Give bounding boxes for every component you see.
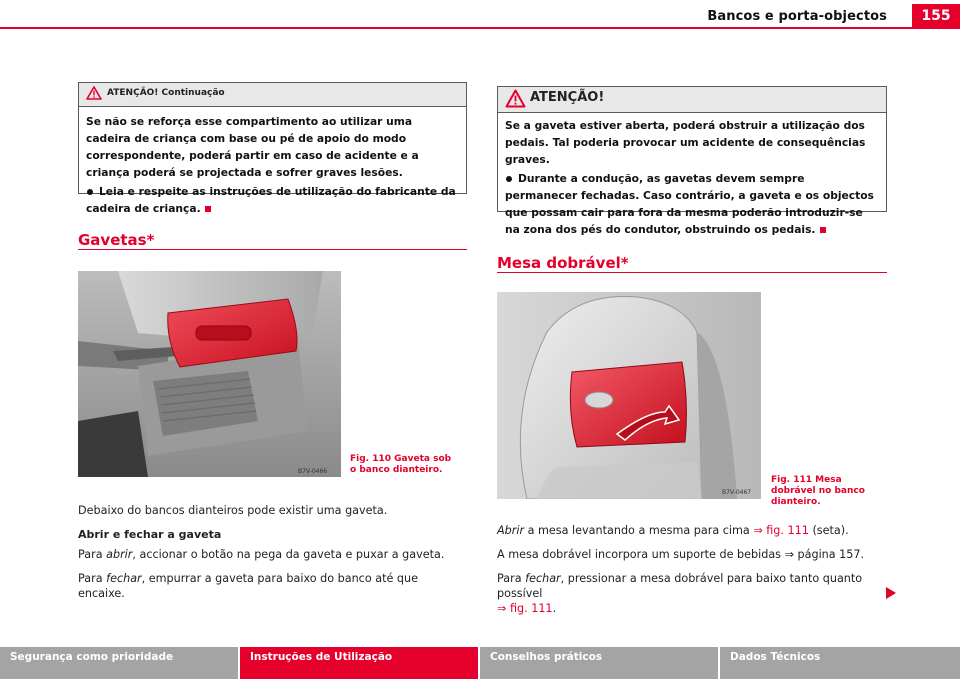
text-fragment: , accionar o botão na pega da gaveta e puxar a gaveta. [132,548,445,561]
tab-label: Segurança como prioridade [10,651,174,663]
open-table-text [497,523,887,538]
subheading-open-close: Abrir e fechar a gaveta [78,528,222,541]
warning-body [79,107,466,223]
end-mark-icon [820,227,826,233]
text-fragment: A mesa dobrável incorpora um suporte de bebidas [497,548,785,561]
warning-bullet [505,170,878,238]
folding-table-illustration [497,292,761,499]
warning-bullet-text: Leia e respeite as instruções de utilização do fabricante da cadeira de criança. [86,185,456,215]
figure-link[interactable]: fig. 111 [509,602,553,615]
page-number: 155 [912,4,960,28]
reference-arrow-icon: ⇒ [784,548,794,561]
warning-header [498,87,886,113]
warning-paragraph: Se não se reforça esse compartimento ao utilizar uma cadeira de criança com base ou pé de apoio do modo correspondente, poderá partir em caso de acidente e a criança poderá se projectada e sofrer graves lesões. [86,115,419,179]
footer-tab-safety[interactable] [0,647,238,679]
figure-code: B7V-0466 [298,468,328,475]
close-instructions [78,571,467,601]
figure-111-caption: Fig. 111 Mesa dobrável no banco dianteiro. [771,475,865,507]
warning-body [498,113,886,244]
section-title-gavetas: Gavetas* [78,231,155,249]
figure-code: B7V-0467 [722,489,752,496]
text-fragment: Para [78,572,107,585]
reference-arrow-icon: ⇒ [497,602,507,615]
end-mark-icon [205,206,211,212]
open-instructions [78,547,467,562]
warning-bullet [86,183,458,217]
next-page-arrow-icon[interactable] [886,587,896,599]
emphasis-abrir: abrir [106,548,133,561]
text-fragment: Para [78,548,107,561]
emphasis-fechar: fechar [525,572,561,585]
emphasis-abrir: Abrir [497,524,525,537]
figure-111-image [497,292,761,499]
text-fragment: Para [497,572,526,585]
warning-paragraph: Se a gaveta estiver aberta, poderá obstruir a utilização dos pedais. Tal poderia provocar um acidente de consequências graves. [505,119,866,166]
warning-header [79,83,466,107]
figure-link[interactable]: fig. 111 [766,524,809,537]
section-title-mesa: Mesa dobrável* [497,254,629,272]
warning-triangle-icon [505,89,526,108]
warning-box-continued [78,82,467,215]
header-rule [0,27,960,29]
page-link[interactable]: página 157. [793,548,865,561]
text-fragment: (seta). [808,524,849,537]
bullet-dot [87,189,93,195]
cup-holder-text [497,547,887,562]
footer-tab-tips[interactable] [480,647,718,679]
tab-label: Conselhos práticos [490,651,603,663]
emphasis-fechar: fechar [106,572,142,585]
tab-label: Instruções de Utilização [250,651,393,663]
text-fragment: , pressionar a mesa dobrável para baixo tanto quanto possível [497,572,863,600]
figure-110-image [78,271,341,477]
section-rule [497,272,887,273]
close-table-text [497,571,887,616]
text-fragment: a mesa levantando a mesma para cima [524,524,754,537]
page-title: Bancos e porta-objectos [707,9,887,24]
intro-text: Debaixo do bancos dianteiros pode existir uma gaveta. [78,504,388,517]
warning-heading: ATENÇÃO! Continuação [107,88,225,98]
footer-tab-instructions[interactable] [240,647,478,679]
text-fragment: , empurrar a gaveta para baixo do banco até que encaixe. [78,572,418,600]
reference-arrow-icon: ⇒ [753,524,763,537]
warning-triangle-icon [86,86,102,100]
drawer-illustration [78,271,341,477]
section-rule [78,249,467,250]
bullet-dot [506,176,512,182]
warning-heading: ATENÇÃO! [530,90,605,105]
figure-110-caption: Fig. 110 Gaveta sob o banco dianteiro. [350,454,452,475]
warning-box [497,86,887,236]
footer-tab-tech-data[interactable] [720,647,960,679]
tab-label: Dados Técnicos [730,651,821,663]
text-fragment: . [552,602,557,615]
warning-bullet-text: Durante a condução, as gavetas devem sempre permanecer fechadas. Caso contrário, a gaveta e os objectos que possam cair para fora da mesma poderão introduzir-se na zona dos pés do condutor, obstruindo os pedais. [505,172,874,236]
